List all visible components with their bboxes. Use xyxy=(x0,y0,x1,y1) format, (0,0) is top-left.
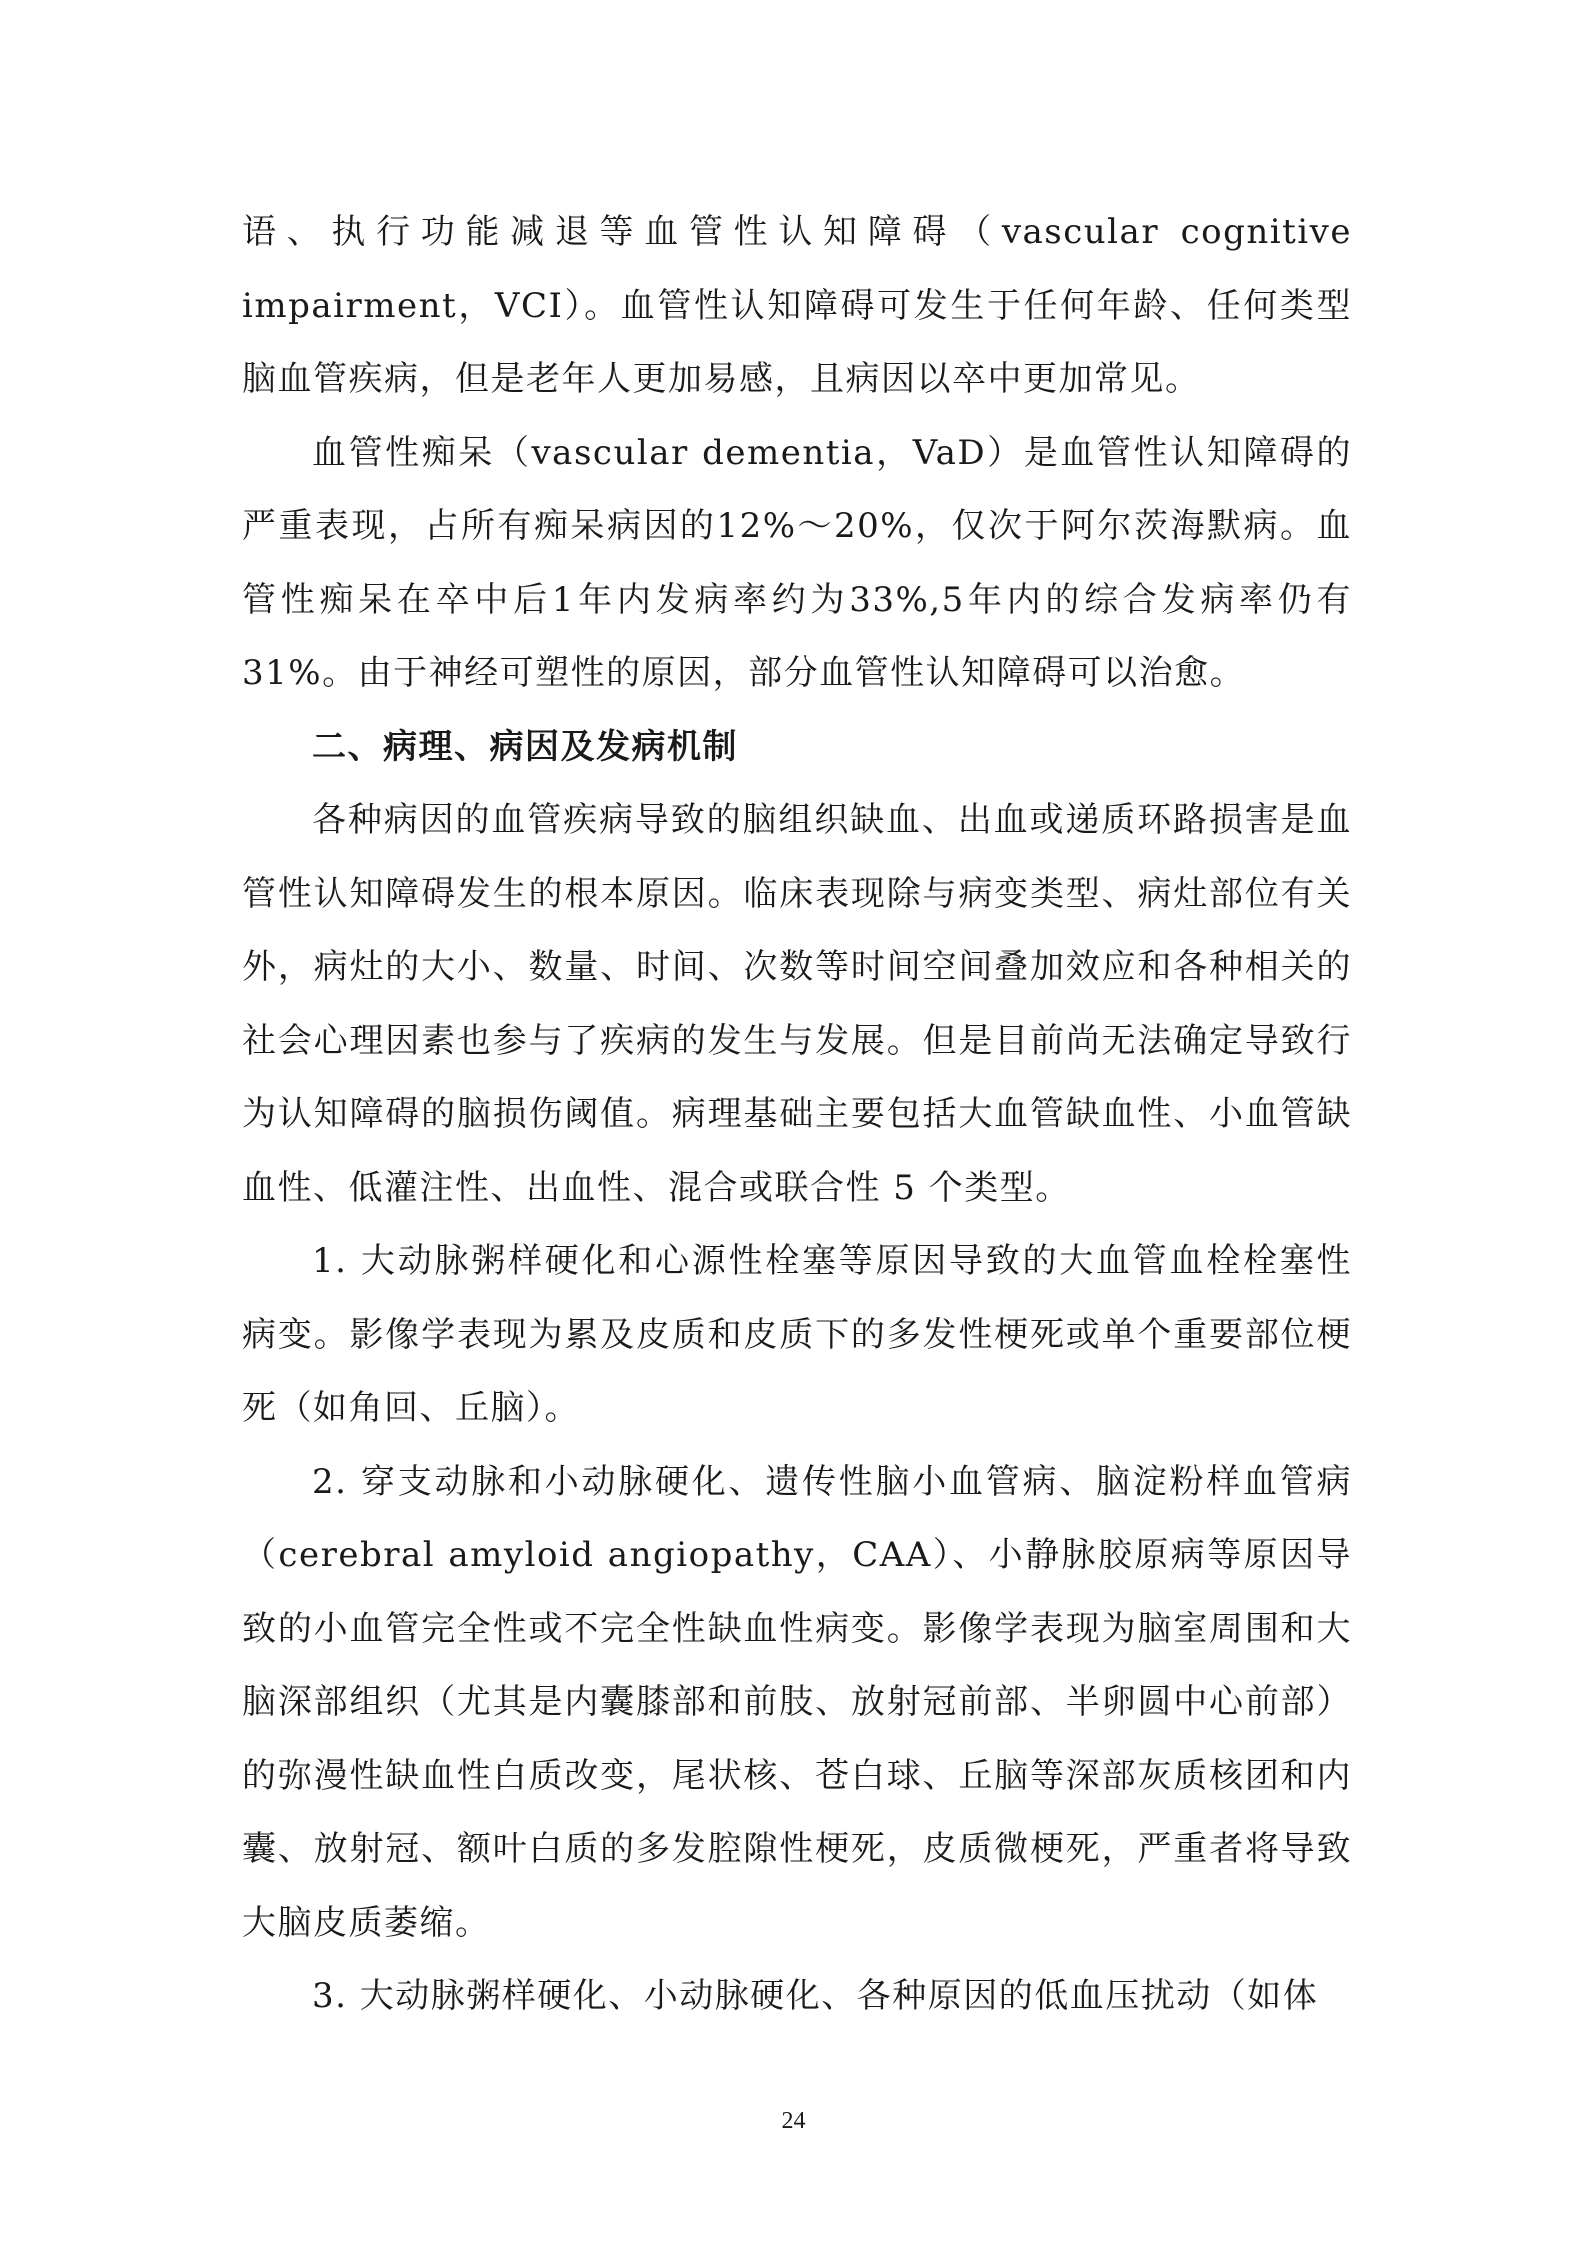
section-heading-pathology: 二、病理、病因及发病机制 xyxy=(312,726,738,767)
paragraph-item-3: 3. 大动脉粥样硬化、小动脉硬化、各种原因的低血压扰动（如体 xyxy=(312,1976,1319,2016)
page-body xyxy=(242,196,1352,2034)
page-number: 24 xyxy=(781,2108,806,2134)
paragraph-item-1: 1. 大动脉粥样硬化和心源性栓塞等原因导致的大血管血栓栓塞性病变。影像学表现为累及皮质和皮质下的多发性梗死或单个重要部位梗死（如角回、丘脑）。 xyxy=(242,1241,1352,1428)
paragraph-vad-definition: 血管性痴呆（vascular dementia，VaD）是血管性认知障碍的严重表现，占所有痴呆病因的12%～20%，仅次于阿尔茨海默病。血管性痴呆在卒中后1年内发病率约为33%,5年内的综合发病率仍有31%。由于神经可塑性的原因，部分血管性认知障碍可以治愈。 xyxy=(242,432,1352,693)
paragraph-item-2: 2. 穿支动脉和小动脉硬化、遗传性脑小血管病、脑淀粉样血管病（cerebral amyloid angiopathy，CAA）、小静脉胶原病等原因导致的小血管完全性或不完全性缺血性病变。影像学表现为脑室周围和大脑深部组织（尤其是内囊膝部和前肢、放射冠前部、半卵圆中心前部）的弥漫性缺血性白质改变，尾状核、苍白球、丘脑等深部灰质核团和内囊、放射冠、额叶白质的多发腔隙性梗死，皮质微梗死，严重者将导致大脑皮质萎缩。 xyxy=(242,1461,1352,1943)
paragraph-vci-definition: 语、执行功能减退等血管性认知障碍（vascular cognitive impairment，VCI）。血管性认知障碍可发生于任何年龄、任何类型脑血管疾病，但是老年人更加易感，且病因以卒中更加常见。 xyxy=(242,212,1352,399)
paragraph-pathology-overview: 各种病因的血管疾病导致的脑组织缺血、出血或递质环路损害是血管性认知障碍发生的根本原因。临床表现除与病变类型、病灶部位有关外，病灶的大小、数量、时间、次数等时间空间叠加效应和各种相关的社会心理因素也参与了疾病的发生与发展。但是目前尚无法确定导致行为认知障碍的脑损伤阈值。病理基础主要包括大血管缺血性、小血管缺血性、低灌注性、出血性、混合或联合性 5 个类型。 xyxy=(242,800,1352,1208)
